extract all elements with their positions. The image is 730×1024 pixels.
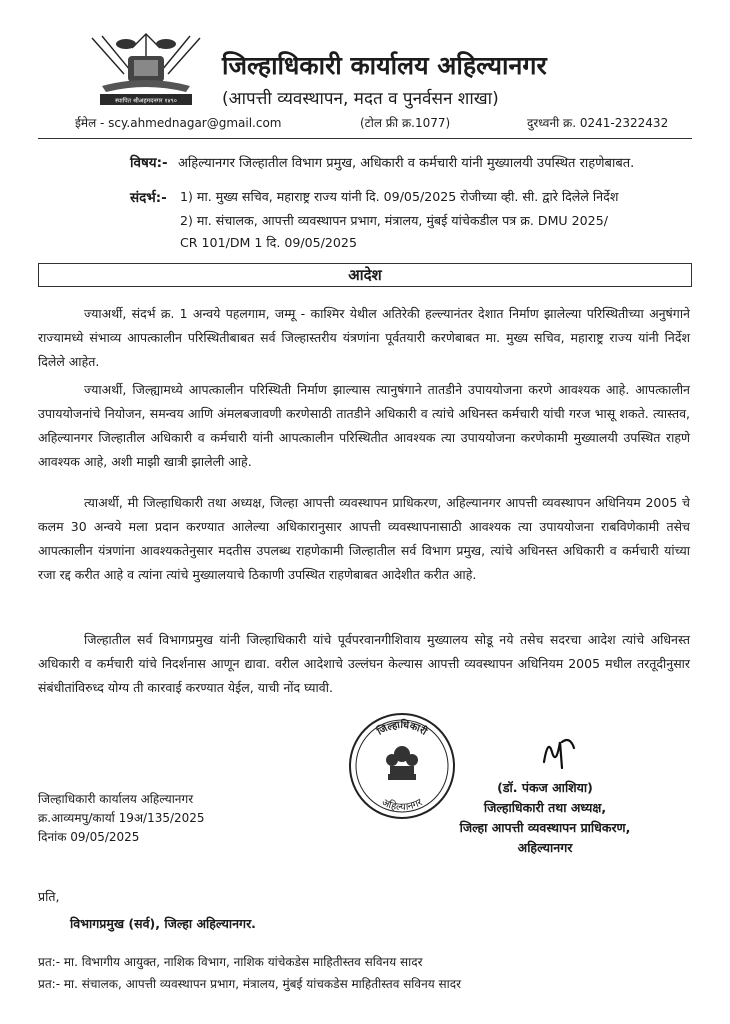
copy-line-1: प्रत:- मा. विभागीय आयुक्त, नाशिक विभाग, नाशिक यांचेकडेस माहितीस्तव सविनय सादर <box>38 955 423 969</box>
reference-line-3: CR 101/DM 1 दि. 09/05/2025 <box>180 235 357 250</box>
signature-mark <box>540 732 580 770</box>
order-heading: आदेश <box>38 263 692 287</box>
subject-label: विषय:- <box>130 155 168 171</box>
order-paragraph-4: जिल्हातील सर्व विभागप्रमुख यांनी जिल्हाधिकारी यांचे पूर्वपरवानगीशिवाय मुख्यालय सोडू नये तसेच सदरचा आदेश त्यांचे अधिनस्त अधिकारी व कर्मचारी यांचे निदर्शनास आणून द्यावा. वरील आदेशाचे उल्लंघन केल्यास आपत्ती व्यवस्थापन अधिनियम 2005 मधील तरतूदीनुसार संबंधीतांविरुध्द योग्य ती कारवाई करण्यात येईल, याची नोंद घ्यावी. <box>38 632 690 695</box>
recipient-line: विभागप्रमुख (सर्व), जिल्हा अहिल्यानगर. <box>70 916 256 931</box>
seal-bottom-text: अहिल्यानगर <box>379 797 425 814</box>
order-paragraph-2: ज्याअर्थी, जिल्ह्यामध्ये आपत्कालीन परिस्थिती निर्माण झाल्यास त्यानुषंगाने तातडीने उपाययोजना करणे आवश्यक आहे. आपत्कालीन उपाययोजनांचे नियोजन, समन्वय आणि अंमलबजावणी करणेसाठी तातडीने अधिकारी व त्यांचे अधिनस्त कर्मचारी यांची गरज भासू शकते. त्यास्तव, अहिल्यानगर जिल्हातील अधिकारी व कर्मचारी यांनी आपत्कालीन परिस्थितीत आवश्यक त्या उपाययोजना करणेकामी मुख्यालयी उपस्थित राहणे आवश्यक आहे, अशी माझी खात्री झालेली आहे. <box>38 382 690 469</box>
email-line: ईमेल - scy.ahmednagar@gmail.com <box>75 116 282 130</box>
header-divider <box>38 138 692 139</box>
emblem-caption: स्थापित श्रीअहमदनगर १४९० <box>115 97 177 105</box>
office-name: जिल्हाधिकारी कार्यालय अहिल्यानगर <box>38 792 194 806</box>
ref-number: क्र.आव्यमपु/कार्या 19अ/135/2025 <box>38 811 205 825</box>
office-subtitle: (आपत्ती व्यवस्थापन, मदत व पुनर्वसन शाखा) <box>222 89 499 109</box>
order-paragraph-1: ज्याअर्थी, संदर्भ क्र. 1 अन्वये पहलगाम, जम्मू - काश्मिर येथील अतिरेकी हल्ल्यानंतर देशात निर्माण झालेल्या परिस्थितीच्या अनुषंगाने राज्यामध्ये संभाव्य आपत्कालीन परिस्थितीबाबत सर्व जिल्हास्तरीय यंत्रणांना पूर्वतयारी करणेबाबत मा. मुख्य सचिव, महाराष्ट्र राज्य यांनी निर्देश दिलेले आहेत. <box>38 306 690 369</box>
signatory-block <box>430 778 660 858</box>
signatory-name: (डॉ. पंकज आशिया) <box>497 780 593 795</box>
seal-top-text: जिल्हाधिकारी <box>375 719 429 738</box>
office-title: जिल्हाधिकारी कार्यालय अहिल्यानगर <box>222 51 547 80</box>
toll-free-line: (टोल फ्री क्र.1077) <box>360 116 451 130</box>
district-emblem-logo <box>82 30 210 110</box>
to-label: प्रति, <box>38 889 60 904</box>
reference-label: संदर्भ:- <box>130 190 167 206</box>
subject-text: अहिल्यानगर जिल्हातील विभाग प्रमुख, अधिकारी व कर्मचारी यांनी मुख्यालयी उपस्थित राहणेबाबत. <box>178 156 635 171</box>
reference-line-1: 1) मा. मुख्य सचिव, महाराष्ट्र राज्य यांनी दि. 09/05/2025 रोजीच्या व्ही. सी. द्वारे दिलेले निर्देश <box>180 189 619 204</box>
office-ref-block <box>38 790 205 847</box>
copy-line-2: प्रत:- मा. संचालक, आपत्ती व्यवस्थापन प्रभाग, मंत्रालय, मुंबई यांचकडेस माहितीस्तव सविनय सादर <box>38 977 462 991</box>
order-paragraph-3: त्याअर्थी, मी जिल्हाधिकारी तथा अध्यक्ष, जिल्हा आपत्ती व्यवस्थापन प्राधिकरण, अहिल्यानगर आपत्ती व्यवस्थापन अधिनियम 2005 चे कलम 30 अन्वये मला प्रदान करण्यात आलेल्या अधिकारानुसार आपत्ती व्यवस्थापनासाठी आवश्यक त्या उपाययोजना राबविणेकामी तसेच आपत्कालीन यंत्रणांना आवश्यकतेनुसार मदतीस उपलब्ध राहणेकामी जिल्हातील सर्व विभाग प्रमुख, त्यांचे अधिनस्त अधिकारी व कर्मचारी यांच्या रजा रद्द करीत आहे व त्यांना त्यांचे मुख्यालयाचे ठिकाणी उपस्थित राहणेबाबत आदेशीत करीत आहे. <box>38 495 690 582</box>
phone-line: दुरध्वनी क्र. 0241-2322432 <box>527 116 669 130</box>
order-date: दिनांक 09/05/2025 <box>38 830 140 844</box>
signatory-designation: जिल्हाधिकारी तथा अध्यक्ष, <box>483 800 607 815</box>
reference-line-2: 2) मा. संचालक, आपत्ती व्यवस्थापन प्रभाग, मंत्रालय, मुंबई यांचेकडील पत्र क्र. DMU 2025/ <box>180 213 608 228</box>
signatory-authority: जिल्हा आपत्ती व्यवस्थापन प्राधिकरण, <box>459 820 631 835</box>
signatory-place: अहिल्यानगर <box>517 840 573 855</box>
svg-text:जिल्हाधिकारी <box>374 718 430 738</box>
svg-text:अहिल्यानगर <box>380 797 425 813</box>
